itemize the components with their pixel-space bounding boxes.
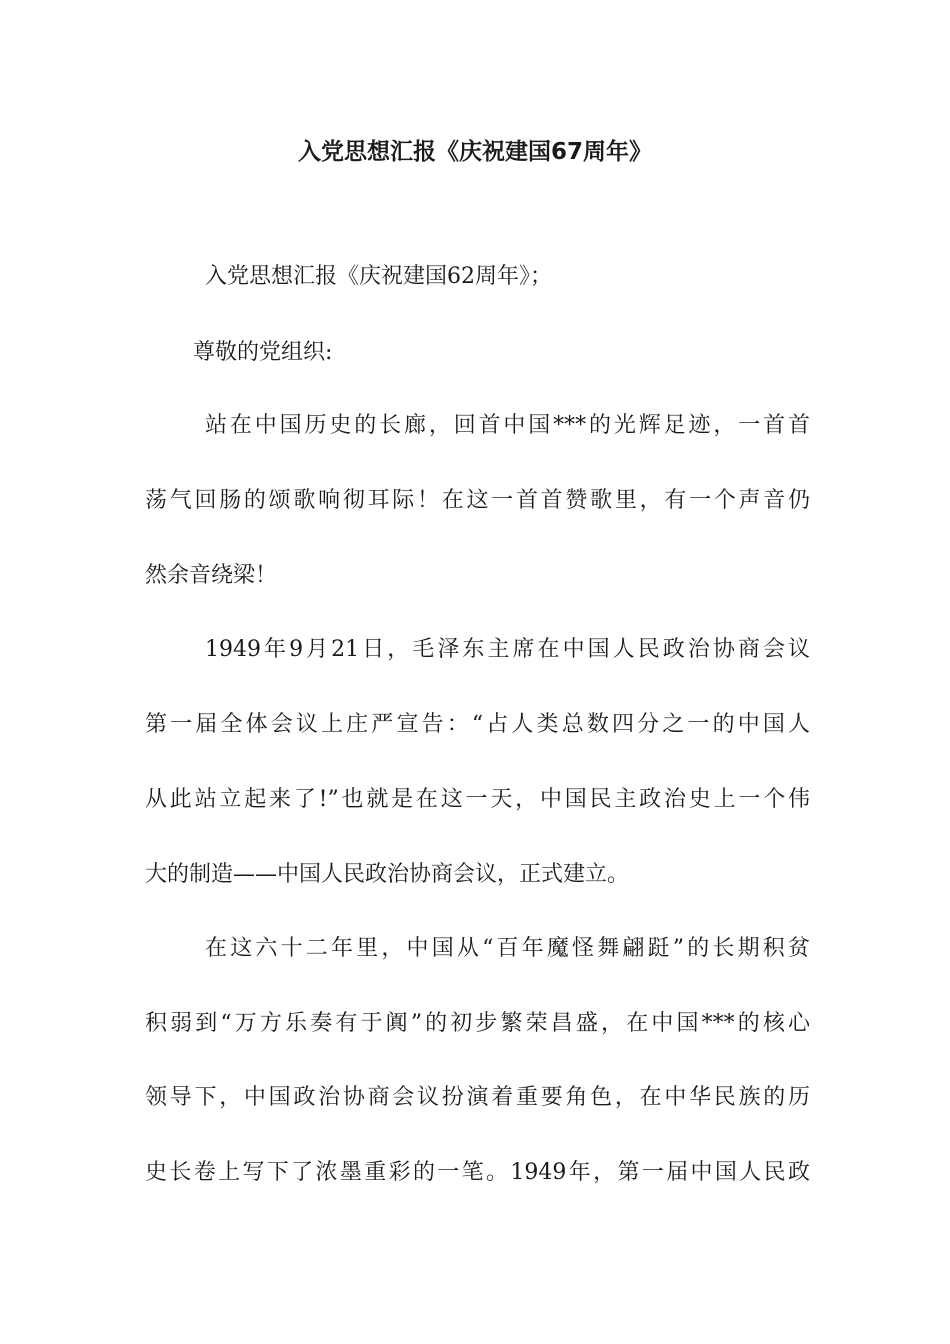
paragraph-line: 站在中国历史的长廊，回首中国***的光辉足迹，一首首 (205, 413, 810, 438)
subtitle-line: 入党思想汇报《庆祝建国62周年》； (205, 264, 552, 289)
paragraph-line: 在这六十二年里，中国从“百年魔怪舞翩跹”的长期积贫 (205, 936, 810, 961)
paragraph-line: 领导下，中国政治协商会议扮演着重要角色，在中华民族的历 (145, 1085, 810, 1110)
salutation-line: 尊敬的党组织: (193, 340, 333, 365)
document-title: 入党思想汇报《庆祝建国67周年》 (297, 139, 652, 165)
paragraph-line: 史长卷上写下了浓墨重彩的一笔。1949年，第一届中国人民政 (145, 1160, 810, 1185)
paragraph-line: 第一届全体会议上庄严宣告：“占人类总数四分之一的中国人 (145, 712, 810, 737)
paragraph-line: 大的制造——中国人民政治协商会议，正式建立。 (145, 862, 630, 887)
paragraph-line: 荡气回肠的颂歌响彻耳际！在这一首首赞歌里，有一个声音仍 (145, 488, 810, 513)
paragraph-line: 积弱到“万方乐奏有于阗”的初步繁荣昌盛，在中国***的核心 (145, 1011, 810, 1036)
paragraph-line: 从此站立起来了!”也就是在这一天，中国民主政治史上一个伟 (145, 787, 810, 812)
paragraph-line: 然余音绕梁！ (145, 563, 278, 588)
paragraph-line: 1949年9月21日，毛泽东主席在中国人民政治协商会议 (205, 637, 810, 662)
